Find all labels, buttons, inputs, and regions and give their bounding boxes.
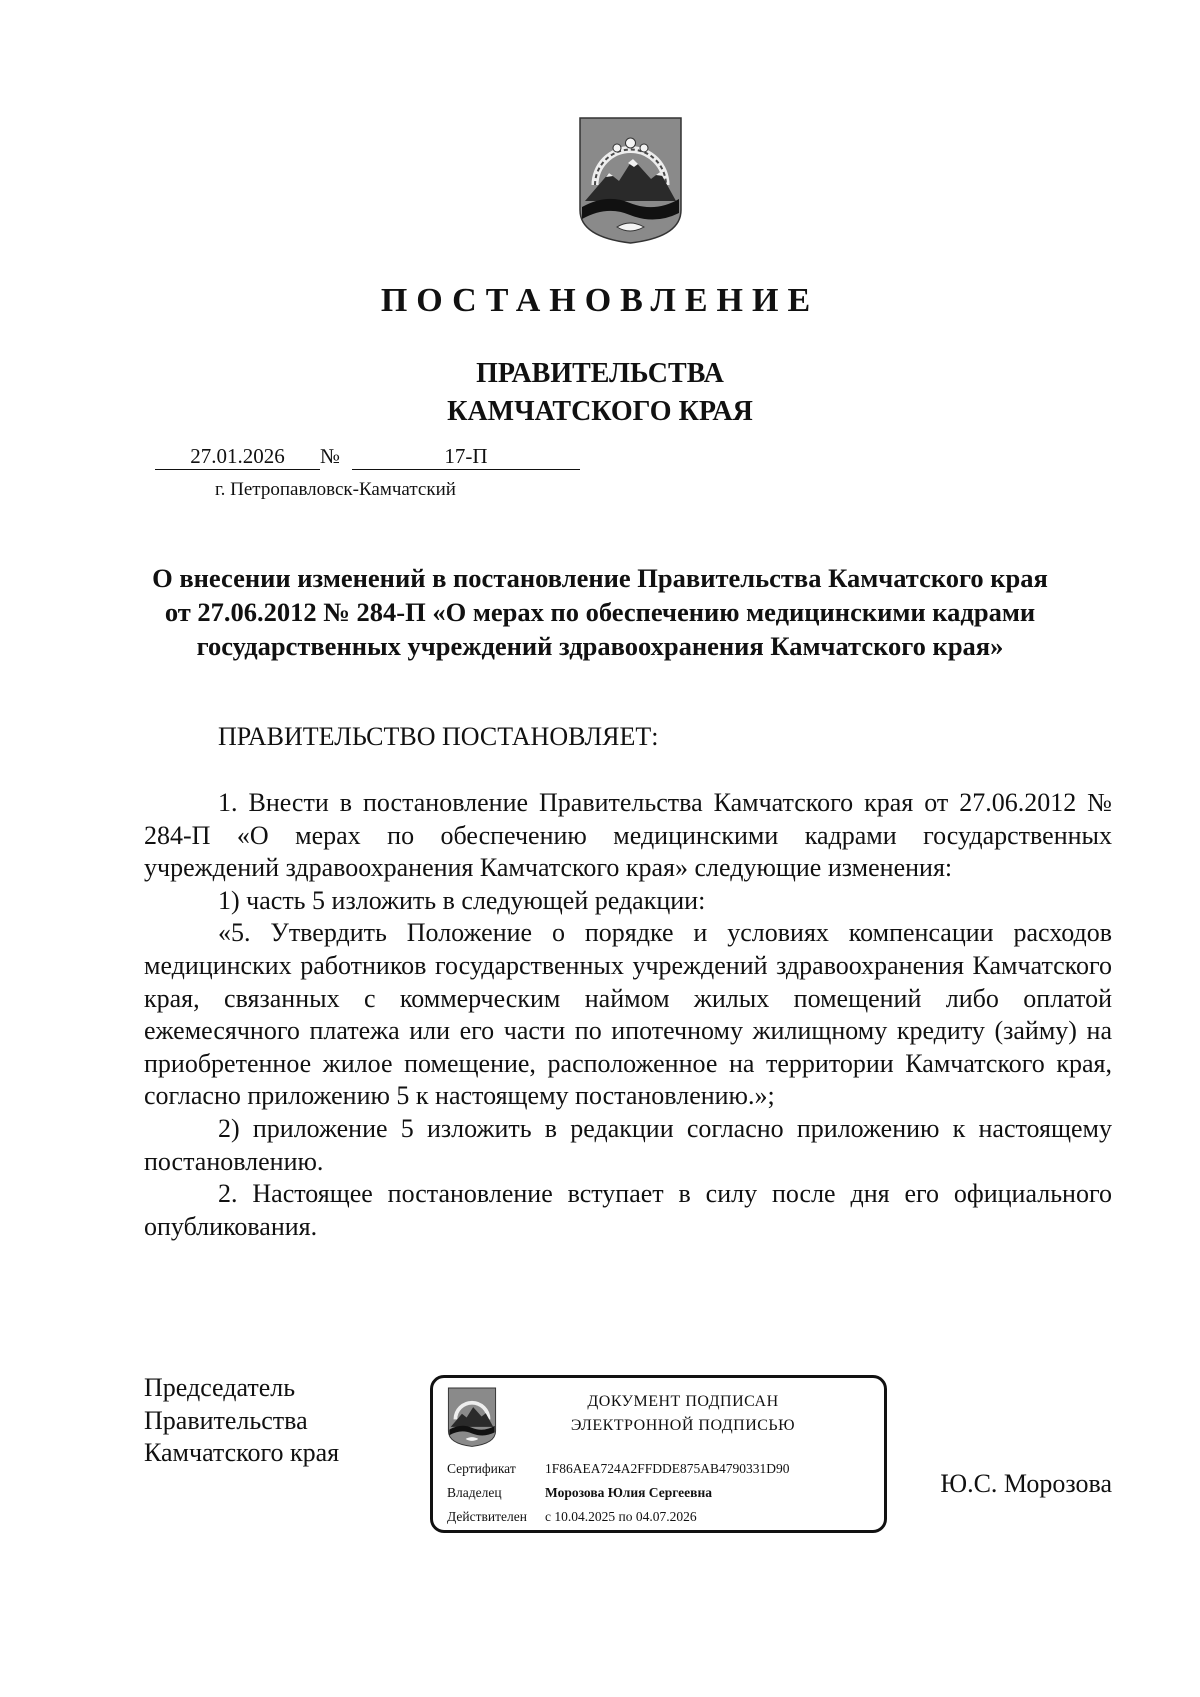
signer-position-line-1: Председатель — [144, 1373, 296, 1402]
electronic-signature-stamp — [430, 1375, 887, 1533]
body-paragraph: 1. Внести в постановление Правительства Камчатского края от 27.06.2012 № 284-П «О мерах по обеспечению медицинскими кадрами государственных учреждений здравоохранения Камчатского края» следующие изменения: — [144, 788, 1112, 883]
body-paragraph: 1) часть 5 изложить в следующей редакции: — [218, 885, 706, 915]
preamble: ПРАВИТЕЛЬСТВО ПОСТАНОВЛЯЕТ: — [218, 722, 659, 751]
issuer-line-1: ПРАВИТЕЛЬСТВА — [476, 358, 724, 389]
registration-city: г. Петропавловск-Камчатский — [215, 479, 456, 500]
signer-position-line-2: Правительства — [144, 1405, 308, 1435]
registration-number-sign: № — [320, 444, 341, 468]
stamp-heading-line-2: ЭЛЕКТРОННОЙ ПОДПИСЬЮ — [570, 1417, 796, 1434]
signer-name: Ю.С. Морозова — [940, 1469, 1112, 1498]
certificate-value: 1F86AEA724A2FFDDE875AB4790331D90 — [545, 1461, 790, 1476]
issuer-heading — [0, 355, 1200, 431]
registration-number: 17-П — [352, 444, 580, 470]
body-paragraph: 2. Настоящее постановление вступает в силу после дня его официального опубликования. — [144, 1179, 1112, 1241]
document-type-heading: ПОСТАНОВЛЕНИЕ — [380, 282, 820, 319]
certificate-label: Сертификат — [447, 1461, 516, 1476]
signer-position — [144, 1372, 339, 1470]
document-body — [144, 787, 1112, 1243]
signer-position-line-3: Камчатского края — [144, 1438, 340, 1467]
body-paragraph: «5. Утвердить Положение о порядке и условиях компенсации расходов медицинских работников государственных учреждений здравоохранения Камчатского края, связанных с коммерческим наймом жилых помещений либо оплатой ежемесячного платежа или его части по ипотечному жилищному кредиту (займу) на приобретенное жилое помещение, расположенное на территории Камчатского края, согласно приложению 5 к настоящему постановлению.»; — [144, 918, 1112, 1111]
stamp-certificate-row — [447, 1461, 790, 1477]
owner-label: Владелец — [447, 1485, 502, 1500]
title-line-2: от 27.06.2012 № 284-П «О мерах по обеспечению медицинскими кадрами — [164, 597, 1036, 627]
stamp-validity-row — [447, 1509, 697, 1525]
document-title — [0, 561, 1200, 663]
stamp-heading — [523, 1390, 843, 1438]
stamp-owner-row — [447, 1485, 712, 1501]
coat-of-arms-icon — [447, 1386, 497, 1448]
owner-value: Морозова Юлия Сергеевна — [545, 1485, 712, 1500]
body-paragraph: 2) приложение 5 изложить в редакции согласно приложению к настоящему постановлению. — [144, 1113, 1112, 1176]
coat-of-arms-icon — [577, 115, 684, 245]
stamp-heading-line-1: ДОКУМЕНТ ПОДПИСАН — [587, 1393, 779, 1410]
validity-value: с 10.04.2025 по 04.07.2026 — [545, 1509, 697, 1524]
validity-label: Действителен — [447, 1509, 527, 1524]
title-line-3: государственных учреждений здравоохранения Камчатского края» — [196, 631, 1004, 661]
issuer-line-2: КАМЧАТСКОГО КРАЯ — [447, 396, 753, 427]
registration-date: 27.01.2026 — [155, 444, 320, 470]
title-line-1: О внесении изменений в постановление Правительства Камчатского края — [152, 563, 1048, 593]
